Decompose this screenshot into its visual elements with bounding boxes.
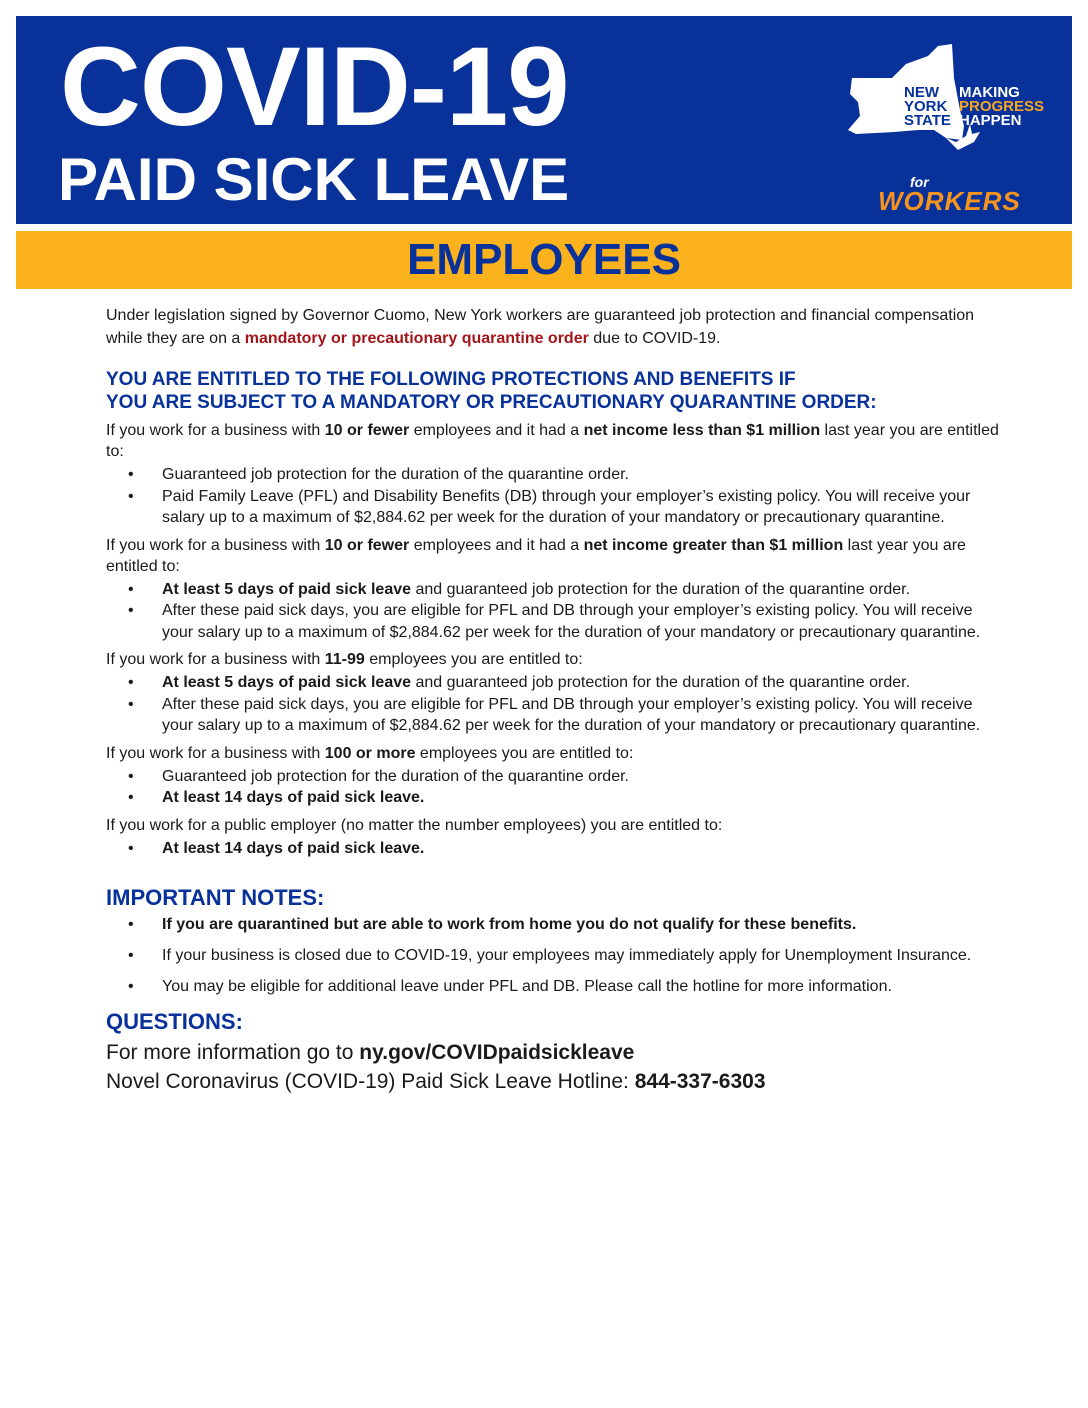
note-text: If your business is closed due to COVID-19, your employees may immediately apply for Unemployment Insurance. xyxy=(162,947,972,964)
group-intro-bold: 10 or fewer xyxy=(324,422,410,439)
audience-title: EMPLOYEES xyxy=(407,235,681,284)
page-subtitle: PAID SICK LEAVE xyxy=(58,146,570,213)
group-intro xyxy=(106,420,1006,462)
bullet-icon: • xyxy=(128,839,134,857)
group-intro-bold: 10 or fewer xyxy=(324,536,410,554)
group-intro xyxy=(106,815,1006,836)
hotline-text: Novel Coronavirus (COVID-19) Paid Sick Leave Hotline: xyxy=(106,1070,635,1093)
list-item xyxy=(106,464,1006,486)
hotline-phone[interactable]: 844-337-6303 xyxy=(634,1070,766,1093)
group-bullets xyxy=(106,464,1006,529)
group-intro-text: If you work for a business with xyxy=(106,536,325,554)
group-intro-text: last year you are entitled to: xyxy=(106,422,999,460)
bullet-bold-text: At least 5 days of paid sick leave xyxy=(162,580,412,598)
bullet-icon: • xyxy=(128,674,134,691)
group-intro-bold: net income less than $1 million xyxy=(583,422,821,439)
list-item xyxy=(106,975,1006,998)
group-intro-bold: 11-99 xyxy=(324,651,365,668)
list-item xyxy=(106,787,1006,809)
bullet-text: and guaranteed job protection for the duration of the quarantine order. xyxy=(411,674,911,691)
hotline-line xyxy=(106,1067,1006,1096)
intro-paragraph xyxy=(106,304,1006,350)
bullet-icon: • xyxy=(128,466,134,483)
logo-for-text: for xyxy=(910,174,929,190)
group-intro-text: If you work for a business with xyxy=(106,422,325,439)
list-item xyxy=(106,600,1006,643)
group-intro-text: If you work for a business with xyxy=(106,651,325,668)
page-title: COVID-19 xyxy=(60,24,569,149)
note-text: You may be eligible for additional leave under PFL and DB. Please call the hotline for more information. xyxy=(162,978,892,995)
bullet-icon: • xyxy=(128,580,134,598)
logo-tag-line: HAPPEN xyxy=(959,112,1022,129)
group-intro-text: employees and it had a xyxy=(409,422,584,439)
bullet-bold-text: At least 14 days of paid sick leave. xyxy=(162,789,425,806)
bullet-icon: • xyxy=(128,916,134,933)
group-intro xyxy=(106,649,1006,670)
group-intro xyxy=(106,743,1006,764)
group-intro-text: last year you are entitled to: xyxy=(106,536,966,575)
group-intro-text: employees you are entitled to: xyxy=(415,744,634,762)
logo-state-line: NEW xyxy=(904,84,939,101)
group-intro-text: employees and it had a xyxy=(409,536,584,554)
bullet-text: Guaranteed job protection for the duration of the quarantine order. xyxy=(162,767,629,785)
list-item xyxy=(106,944,1006,967)
group-intro-text: If you work for a business with xyxy=(106,744,325,762)
group-intro-text: employees you are entitled to: xyxy=(364,651,583,668)
intro-highlight: mandatory or precautionary quarantine order xyxy=(244,330,589,347)
group-intro-text: If you work for a public employer (no matter the number employees) you are entitled to: xyxy=(106,816,723,834)
notes-list xyxy=(106,913,1006,998)
group-intro xyxy=(106,535,1006,577)
bullet-icon: • xyxy=(128,767,134,785)
logo-tag-line: MAKING xyxy=(959,84,1020,101)
bullet-bold-text: At least 14 days of paid sick leave. xyxy=(162,839,425,857)
intro-text-end: due to COVID-19. xyxy=(588,330,721,347)
bullet-icon: • xyxy=(128,695,134,713)
list-item xyxy=(106,579,1006,601)
list-item xyxy=(106,766,1006,788)
audience-band xyxy=(16,231,1072,289)
bullet-icon: • xyxy=(128,602,134,619)
logo-tagline xyxy=(959,86,1044,128)
bullet-text: Paid Family Leave (PFL) and Disability Benefits (DB) through your employer’s existing policy. You will receive your salary up to a maximum of $2,884.62 per week for the duration of your mandatory or precautionary quarantine. xyxy=(162,487,971,526)
bullet-icon: • xyxy=(128,978,134,995)
bullet-text: After these paid sick days, you are eligible for PFL and DB through your employer’s existing policy. You will receive your salary up to a maximum of $2,884.62 per week for the duration of your mandatory or precautionary quarantine. xyxy=(162,602,981,641)
bullet-bold-text: At least 5 days of paid sick leave xyxy=(162,674,412,691)
logo-state-line: YORK xyxy=(904,98,948,115)
group-bullets xyxy=(106,766,1006,809)
logo-state-text xyxy=(904,86,951,128)
questions-heading: QUESTIONS: xyxy=(106,1009,243,1034)
bullet-icon: • xyxy=(128,487,134,505)
bullet-text: and guaranteed job protection for the duration of the quarantine order. xyxy=(411,580,911,598)
list-item xyxy=(106,672,1006,694)
logo-state-line: STATE xyxy=(904,112,951,129)
group-bullets xyxy=(106,838,1006,860)
group-bullets xyxy=(106,672,1006,737)
info-line xyxy=(106,1038,1006,1067)
bullet-icon: • xyxy=(128,947,134,964)
nys-logo xyxy=(834,38,1054,218)
list-item xyxy=(106,838,1006,860)
list-item xyxy=(106,913,1006,936)
entitlements-heading xyxy=(106,368,1006,414)
note-text: If you are quarantined but are able to work from home you do not qualify for these benefits. xyxy=(162,916,857,933)
bullet-text: Guaranteed job protection for the duration of the quarantine order. xyxy=(162,466,629,483)
notes-heading: IMPORTANT NOTES: xyxy=(106,885,325,910)
group-intro-bold: net income greater than $1 million xyxy=(583,536,844,554)
bullet-text: After these paid sick days, you are eligible for PFL and DB through your employer’s existing policy. You will receive your salary up to a maximum of $2,884.62 per week for the duration of your mandatory or precautionary quarantine. xyxy=(162,695,981,734)
main-content xyxy=(106,304,1006,1096)
header-banner xyxy=(16,16,1072,224)
logo-workers-text: WORKERS xyxy=(878,186,1021,216)
heading-line: YOU ARE SUBJECT TO A MANDATORY OR PRECAUTIONARY QUARANTINE ORDER: xyxy=(106,392,877,413)
bullet-icon: • xyxy=(128,789,134,806)
group-intro-bold: 100 or more xyxy=(324,744,416,762)
heading-line: YOU ARE ENTITLED TO THE FOLLOWING PROTECTIONS AND BENEFITS IF xyxy=(106,369,796,390)
info-link[interactable]: ny.gov/COVIDpaidsickleave xyxy=(359,1041,635,1064)
info-text: For more information go to xyxy=(106,1041,360,1064)
list-item xyxy=(106,486,1006,529)
intro-text: Under legislation signed by Governor Cuomo, New York workers are guaranteed job protection and financial compensation while they are on a xyxy=(106,307,975,347)
list-item xyxy=(106,694,1006,737)
group-bullets xyxy=(106,579,1006,644)
logo-tag-line: PROGRESS xyxy=(959,98,1045,115)
